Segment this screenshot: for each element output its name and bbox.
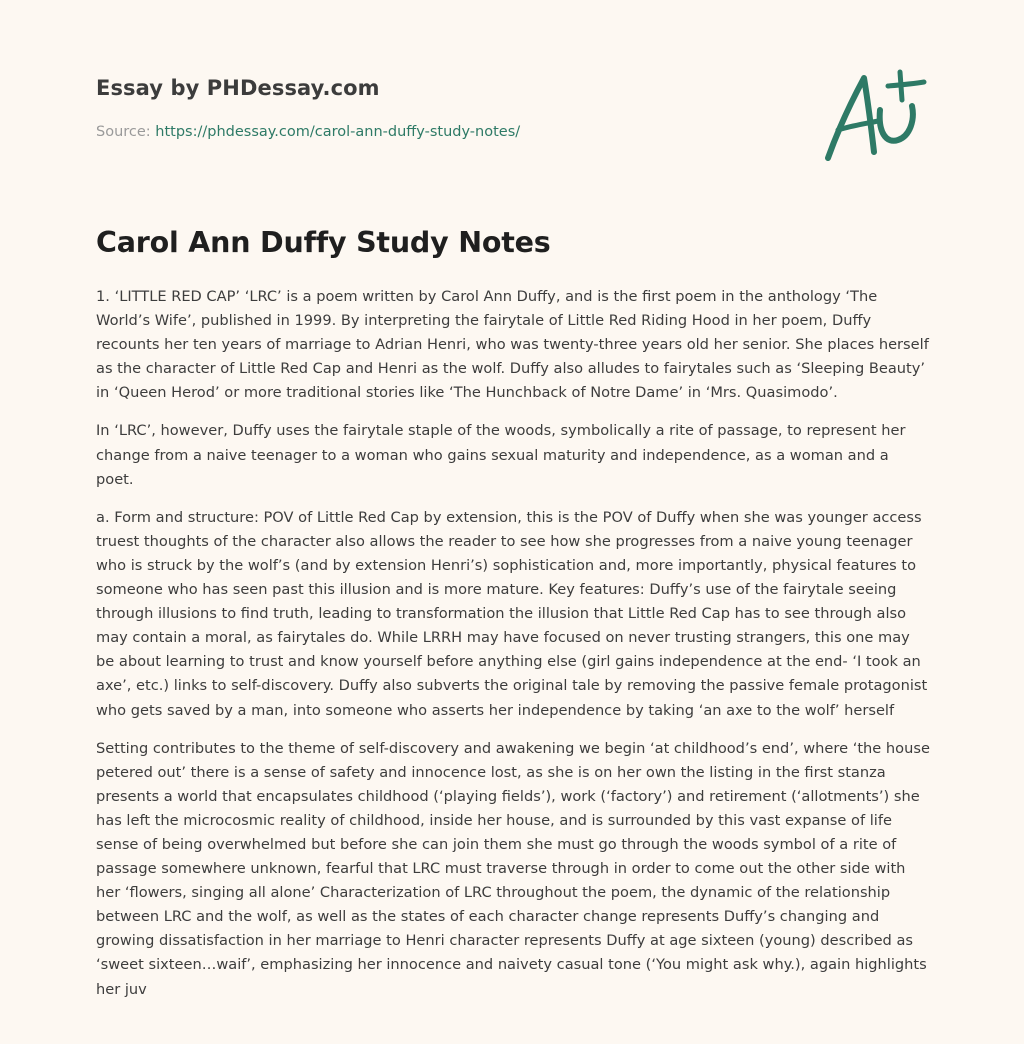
paragraph-1: 1. ‘LITTLE RED CAP’ ‘LRC’ is a poem written by Carol Ann Duffy, and is the first poem in the anthology ‘The World’s Wife’, published in 1999. By interpreting the fairytale of Little Red Riding Hood in her poem, Duffy recounts her ten years of marriage to Adrian Henri, who was twenty-three years old her senior. She places herself as the character of Little Red Cap and Henri as the wolf. Duffy also alludes to fairytales such as ‘Sleeping Beauty’ in ‘Queen Herod’ or more traditional stories like ‘The Hunchback of Notre Dame’ in ‘Mrs. Quasimodo’. [96,288,929,402]
source-link[interactable]: https://phdessay.com/carol-ann-duffy-study-notes/ [155,124,521,140]
source-label: Source: [96,124,156,140]
site-brand: Essay by PHDessay.com [96,76,380,100]
paragraph-3: a. Form and structure: POV of Little Red Cap by extension, this is the POV of Duffy when she was younger access truest thoughts of the character also allows the reader to see how she progresses from a naive young teenager who is struck by the wolf’s (and by extension Henri’s) sophistication and, more importantly, physical features to someone who has seen past this illusion and is more mature. Key features: Duffy’s use of the fairytale seeing through illusions to find truth, leading to transformation the illusion that Little Red Cap has to see through also may contain a moral, as fairytales do. While LRRH may have focused on never trusting strangers, this one may be about learning to trust and know yourself before anything else (girl gains independence at the end- ‘I took an axe’, etc.) links to self-discovery. Duffy also subverts the original tale by removing the passive female protagonist who gets saved by a man, into someone who asserts her independence by taking ‘an axe to the wolf’ herself [96,508,928,719]
paragraph-4: Setting contributes to the theme of self-discovery and awakening we begin ‘at childhood’s end’, where ‘the house petered out’ there is a sense of safety and innocence lost, as she is on her own the listing in the first stanza presents a world that encapsulates childhood (‘playing fields’), work (‘factory’) and retirement (‘allotments’) she has left the microcosmic reality of childhood, inside her house, and is surrounded by this vast expanse of life sense of being overwhelmed but before she can join them she must go through the woods symbol of a rite of passage somewhere unknown, fearful that LRC must traverse through in order to come out the other side with her ‘flowers, singing all alone’ Characterization of LRC throughout the poem, the dynamic of the relationship between LRC and the wolf, as well as the states of each character change represents Duffy’s changing and growing dissatisfaction in her marriage to Henri character represents Duffy at age sixteen (young) described as ‘sweet sixteen…waif’, emphasizing her innocence and naivety casual tone (‘You might ask why.), again highlights her juv [96,739,930,998]
article-body [96,285,930,1016]
article-title: Carol Ann Duffy Study Notes [96,226,551,259]
paragraph-2: In ‘LRC’, however, Duffy uses the fairytale staple of the woods, symbolically a rite of passage, to represent her change from a naive teenager to a woman who gains sexual maturity and independence, as a woman and a poet. [96,422,906,488]
source-line [96,124,520,140]
a-plus-logo-icon [816,64,932,168]
